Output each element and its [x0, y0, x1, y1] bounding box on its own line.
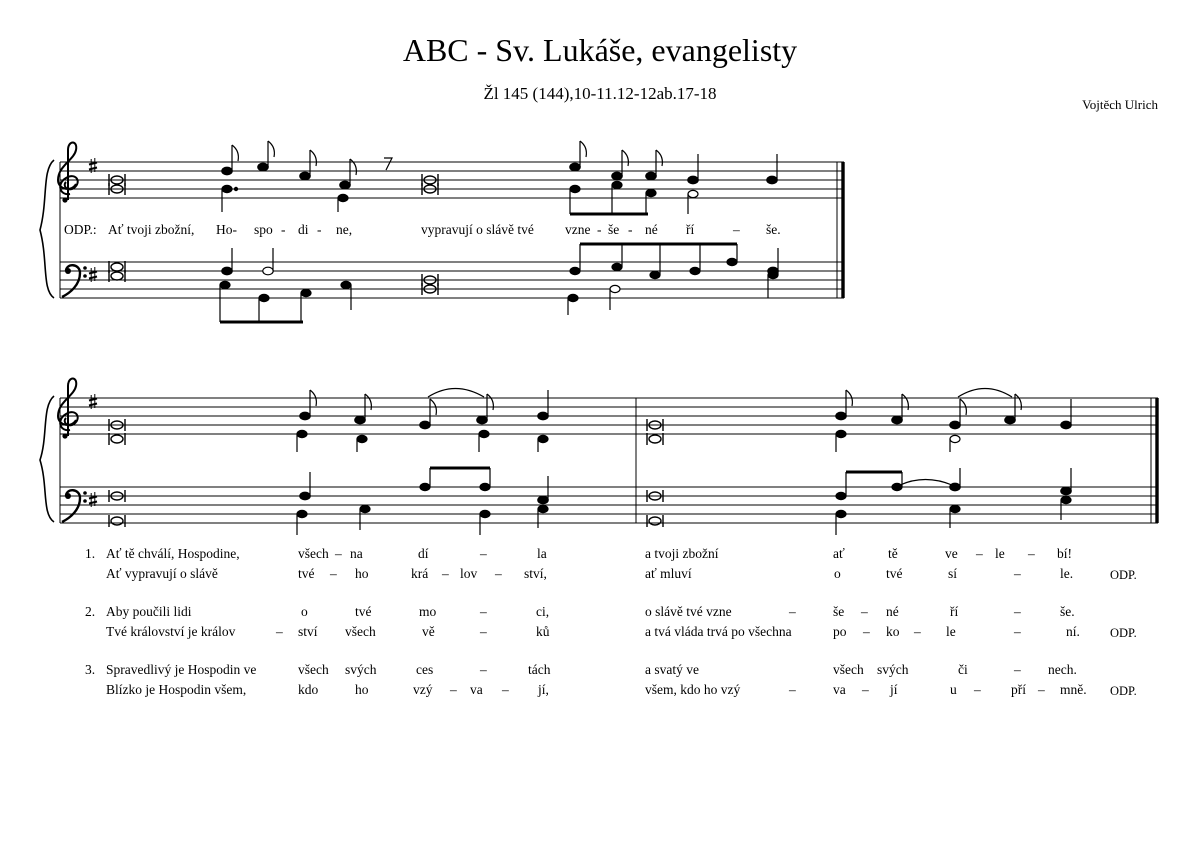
verse-cell: a svatý ve	[645, 662, 699, 677]
response-syllable: še.	[766, 222, 781, 237]
response-syllable: né	[645, 222, 658, 237]
verse-cell: –	[863, 624, 870, 639]
verse-number: 3.	[85, 662, 96, 677]
verse-cell: ať	[833, 546, 845, 561]
verse-cell: Tvé království je králov	[106, 624, 236, 639]
verse-cell: sí	[948, 566, 958, 581]
system-1-notes	[222, 141, 777, 214]
response-syllable: vypravují o slávě tvé	[421, 222, 534, 237]
verse-cell: le.	[1060, 566, 1074, 581]
response-syllable: -	[597, 222, 602, 237]
verse-cell: ní.	[1066, 624, 1080, 639]
verse-cell: ků	[536, 624, 550, 639]
page-title: ABC - Sv. Lukáše, evangelisty	[402, 32, 798, 68]
verse-cell: le	[946, 624, 956, 639]
verse-cell: ho	[355, 566, 369, 581]
verse-cell: tvé	[886, 566, 903, 581]
response-syllable: vzne	[565, 222, 591, 237]
response-syllable: še	[608, 222, 620, 237]
verse-cell: či	[958, 662, 968, 677]
verse-cell: Blízko je Hospodin všem,	[106, 682, 247, 697]
verse-cell: tě	[888, 546, 898, 561]
verse-cell: –	[974, 682, 981, 697]
composer-name: Vojtěch Ulrich	[1082, 97, 1158, 112]
verse-cell: va	[833, 682, 846, 697]
verse-cell: va	[470, 682, 483, 697]
verse-cell: vzý	[413, 682, 433, 697]
response-syllable: Ať tvoji zbožní,	[108, 222, 195, 237]
verse-cell: –	[789, 682, 796, 697]
verse-cell: ať mluví	[645, 566, 692, 581]
verse-cell: –	[1014, 604, 1021, 619]
system-2-bass-notes	[297, 468, 1071, 535]
psalm-reference: Žl 145 (144),10-11.12-12ab.17-18	[483, 84, 717, 103]
verse-cell: –	[914, 624, 921, 639]
verse-cell: jí,	[538, 682, 549, 697]
verse-cell: ství	[298, 624, 318, 639]
verse-cell: –	[480, 662, 487, 677]
verse-cell: Spravedlivý je Hospodin ve	[106, 662, 257, 677]
verse-cell: la	[537, 546, 547, 561]
verse-cell: –	[862, 682, 869, 697]
response-syllable: -	[281, 222, 286, 237]
verse-cell: –	[1014, 624, 1021, 639]
verse-cell: tvé	[298, 566, 315, 581]
verse-cell: všech	[298, 662, 329, 677]
verse-cell: Ať tě chválí, Hospodine,	[106, 546, 240, 561]
verse-cell: mo	[419, 604, 437, 619]
verse-cell: ci,	[536, 604, 550, 619]
verse-cell: še	[833, 604, 845, 619]
verse-cell: vě	[422, 624, 435, 639]
verse-cell: ko	[886, 624, 900, 639]
verse-cell: dí	[418, 546, 429, 561]
verse-cell: –	[1028, 546, 1035, 561]
odp-marker: ODP.	[1110, 684, 1137, 698]
verse-cell: tách	[528, 662, 551, 677]
verse-cell: –	[480, 624, 487, 639]
verse-cell: –	[861, 604, 868, 619]
verse-cell: –	[330, 566, 337, 581]
verse-cell: ství,	[524, 566, 547, 581]
verse-cell: ří	[950, 604, 959, 619]
system-2-staves	[60, 398, 1158, 523]
verse-number: 1.	[85, 546, 96, 561]
verse-cell: všech	[833, 662, 864, 677]
verse-cell: –	[789, 604, 796, 619]
verse-cell: mně.	[1060, 682, 1087, 697]
response-syllable: –	[733, 222, 740, 237]
verse-cell: Aby poučili lidi	[106, 604, 192, 619]
verse-cell: pří	[1011, 682, 1026, 697]
verse-cell: svých	[345, 662, 377, 677]
verse-cell: –	[442, 566, 449, 581]
verse-cell: lov	[460, 566, 478, 581]
verse-cell: –	[495, 566, 502, 581]
verse-cell: –	[1014, 566, 1021, 581]
verse-cell: svých	[877, 662, 909, 677]
verse-cell: –	[480, 604, 487, 619]
verse-cell: na	[350, 546, 363, 561]
response-syllable: ří	[686, 222, 695, 237]
verse-cell: bí!	[1057, 546, 1072, 561]
verse-cell: le	[995, 546, 1005, 561]
verse-cell: a tvá vláda trvá po všechna	[645, 624, 792, 639]
verse-cell: jí	[890, 682, 898, 697]
verse-cell: –	[976, 546, 983, 561]
odp-marker: ODP.	[1110, 626, 1137, 640]
response-syllable: di	[298, 222, 309, 237]
verse-cell: všech	[345, 624, 376, 639]
verse-cell: ho	[355, 682, 369, 697]
system-1-bass-notes	[220, 244, 778, 322]
verse-cell: všem, kdo ho vzý	[645, 682, 741, 697]
verse-cell: o slávě tvé vzne	[645, 604, 732, 619]
verse-cell: ces	[416, 662, 434, 677]
system-brace	[40, 396, 54, 522]
system-brace	[40, 160, 54, 298]
verse-cell: –	[450, 682, 457, 697]
verse-cell: a tvoji zbožní	[645, 546, 719, 561]
response-syllable: Ho-	[216, 222, 237, 237]
verse-cell: –	[502, 682, 509, 697]
verse-cell: –	[276, 624, 283, 639]
verse-cell: všech	[298, 546, 329, 561]
verse-cell: o	[834, 566, 841, 581]
verse-cell: kdo	[298, 682, 319, 697]
response-syllable: spo	[254, 222, 273, 237]
response-syllable: -	[628, 222, 633, 237]
verse-cell: u	[950, 682, 957, 697]
verse-cell: –	[1014, 662, 1021, 677]
verse-cell: tvé	[355, 604, 372, 619]
verse-cell: ve	[945, 546, 958, 561]
verse-cell: po	[833, 624, 847, 639]
verse-cell: še.	[1060, 604, 1075, 619]
odp-marker: ODP.	[1110, 568, 1137, 582]
verse-cell: –	[480, 546, 487, 561]
verse-cell: –	[335, 546, 342, 561]
verse-cell: krá	[411, 566, 429, 581]
verse-cell: nech.	[1048, 662, 1077, 677]
verse-cell: –	[1038, 682, 1045, 697]
response-syllable: ne,	[336, 222, 353, 237]
verse-cell: o	[301, 604, 308, 619]
verse-cell: Ať vypravují o slávě	[106, 566, 218, 581]
verse-cell: né	[886, 604, 899, 619]
verse-number: 2.	[85, 604, 96, 619]
response-label: ODP.:	[64, 222, 97, 237]
response-syllable: -	[317, 222, 322, 237]
